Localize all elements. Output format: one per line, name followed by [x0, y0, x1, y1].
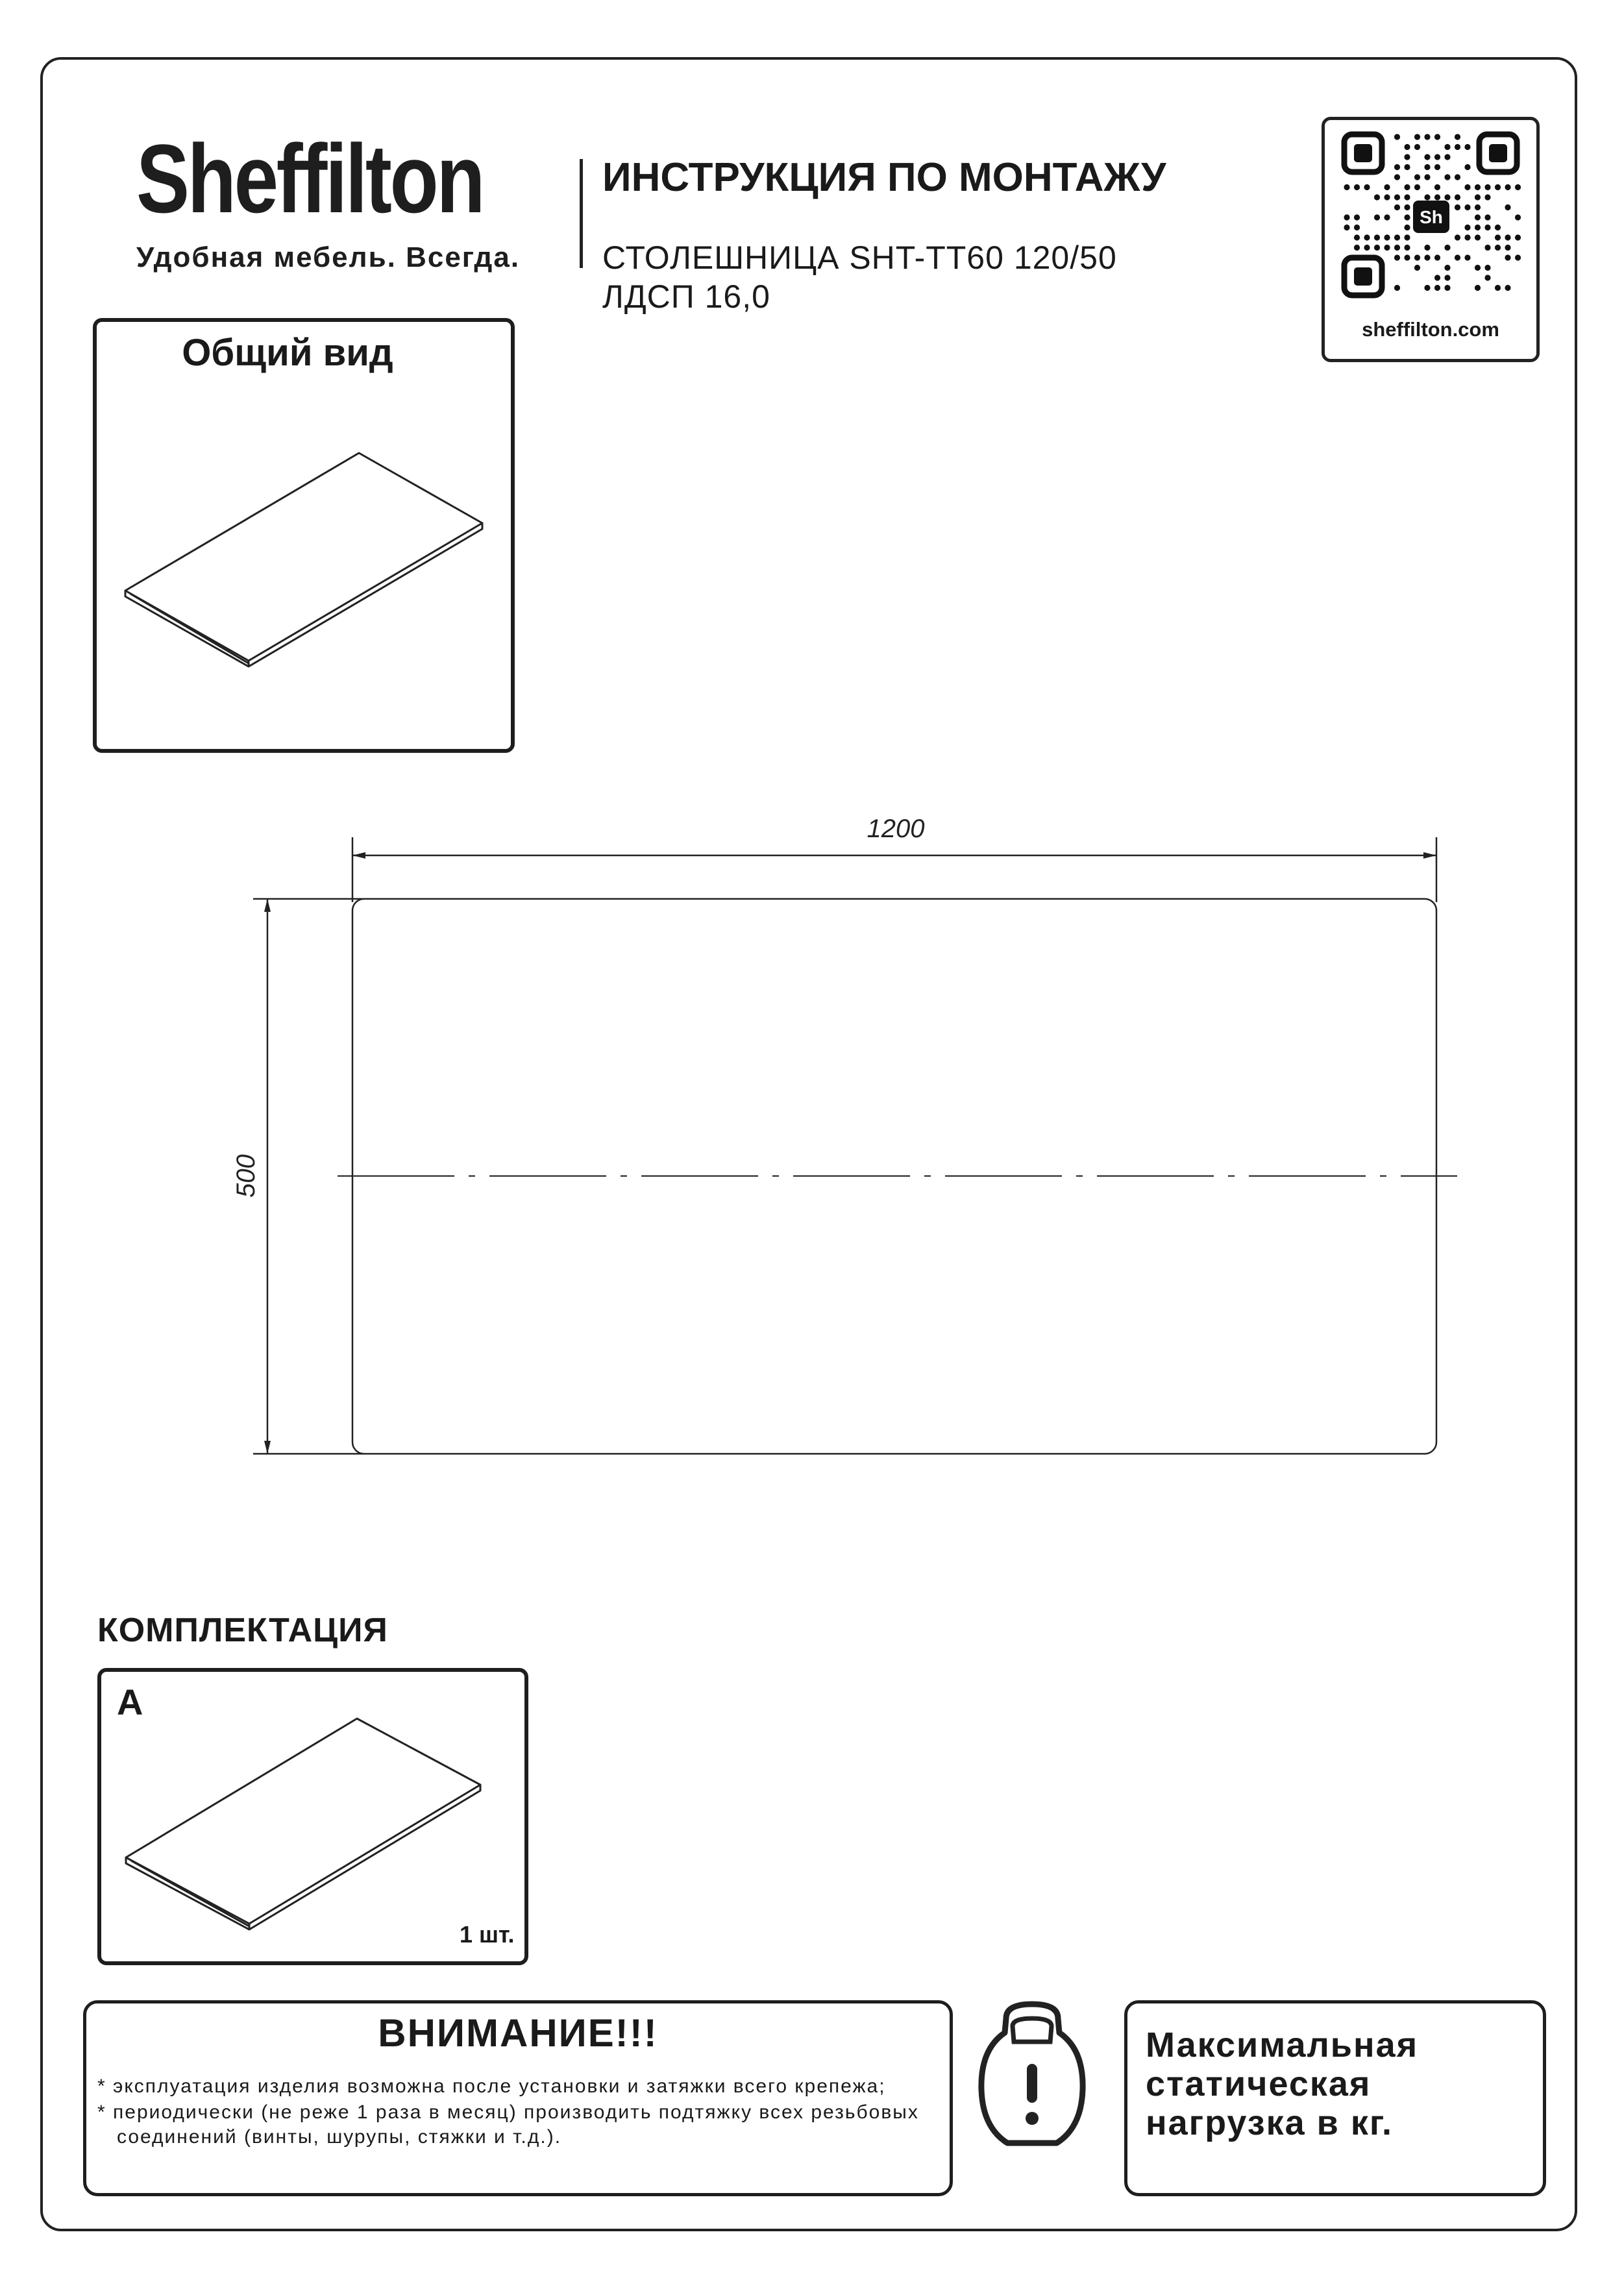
qr-center-label: Sh: [1420, 207, 1443, 227]
max-load-line-2: статическая: [1146, 2064, 1372, 2103]
general-view-title: Общий вид: [182, 332, 393, 374]
kit-item-letter: A: [117, 1682, 143, 1722]
kit-title: КОМПЛЕКТАЦИЯ: [97, 1611, 388, 1649]
brand-tagline: Удобная мебель. Всегда.: [136, 241, 521, 273]
brand-logo: Sheffilton: [136, 124, 484, 233]
warning-line-2: * периодически (не реже 1 раза в месяц) производить подтяжку всех резьбовых: [97, 2101, 919, 2123]
weight-kettlebell-icon: [974, 1999, 1090, 2155]
website-link[interactable]: sheffilton.com: [1362, 318, 1499, 341]
max-load-line-1: Максимальная: [1146, 2026, 1419, 2064]
height-dimension-label: 500: [232, 1154, 260, 1198]
max-load-line-3: нагрузка в кг.: [1146, 2103, 1393, 2142]
width-dimension-label: 1200: [867, 815, 925, 843]
page-title: ИНСТРУКЦИЯ ПО МОНТАЖУ: [602, 155, 1166, 200]
product-material: ЛДСП 16,0: [602, 278, 770, 315]
warning-title: ВНИМАНИЕ!!!: [378, 2011, 658, 2055]
warning-line-1: * эксплуатация изделия возможна после установки и затяжки всего крепежа;: [97, 2076, 886, 2097]
warning-line-3: соединений (винты, шурупы, стяжки и т.д.).: [117, 2126, 562, 2148]
kit-item-quantity: 1 шт.: [460, 1921, 515, 1948]
product-name: СТОЛЕШНИЦА SHT-TT60 120/50: [602, 239, 1117, 276]
